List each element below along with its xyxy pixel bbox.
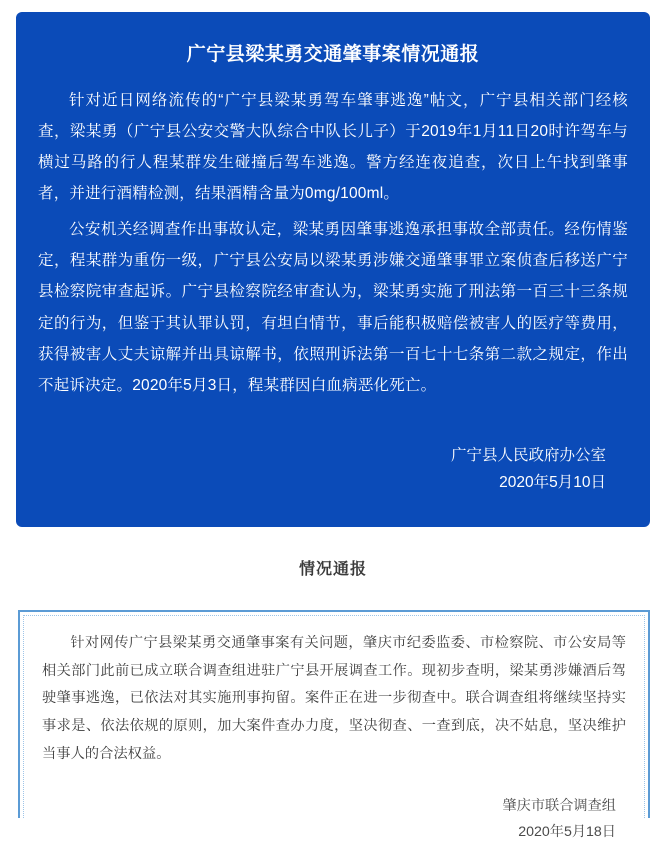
lower-signature-block <box>42 794 626 845</box>
notice-title: 广宁县梁某勇交通肇事案情况通报 <box>186 44 480 65</box>
lower-notice-box <box>18 610 650 840</box>
lower-notice-box-inner <box>23 615 645 840</box>
lower-section-heading: 情况通报 <box>298 561 367 578</box>
lower-signature-date: 2020年5月18日 <box>518 824 616 840</box>
lower-paragraph-1: 针对网传广宁县梁某勇交通肇事案有关问题，肇庆市纪委监委、市检察院、市公安局等相关部门此前已成立联合调查组进驻广宁县开展调查工作。现初步查明，梁某勇涉嫌酒后驾驶肇事逃逸，已依法对其实施刑事拘留。案件正在进一步彻查中。联合调查组将继续坚持实事求是、依法依规的原则，加大案件查办力度，坚决彻查、一查到底，决不姑息，坚决维护当事人的合法权益。 <box>42 635 626 762</box>
notice-paragraph-2: 公安机关经调查作出事故认定，梁某勇因肇事逃逸承担事故全部责任。经伤情鉴定，程某群为重伤一级，广宁县公安局以梁某勇涉嫌交通肇事罪立案侦查后移送广宁县检察院审查起诉。广宁县检察院经审查认为，梁某勇实施了刑法第一百三十三条规定的行为，但鉴于其认罪认罚，有坦白情节，事后能积极赔偿被害人的医疗等费用，获得被害人丈夫谅解并出具谅解书，依照刑诉法第一百七十七条第二款之规定，作出不起诉决定。2020年5月3日，程某群因白血病恶化死亡。 <box>38 220 628 395</box>
notice-paragraph-1: 针对近日网络流传的“广宁县梁某勇驾车肇事逃逸”帖文，广宁县相关部门经核查，梁某勇（广宁县公安交警大队综合中队长儿子）于2019年1月11日20时许驾车与横过马路的行人程某群发生碰撞后驾车逃逸。警方经连夜追查，次日上午找到肇事者，并进行酒精检测，结果酒精含量为0mg/100ml。 <box>38 91 628 203</box>
notice-signature-org: 广宁县人民政府办公室 <box>450 446 606 464</box>
notice-signature-block <box>38 442 628 496</box>
notice-signature-date: 2020年5月10日 <box>499 473 606 491</box>
blue-notice-card <box>16 12 650 527</box>
lower-notice-section <box>0 530 666 840</box>
lower-signature-org: 肇庆市联合调查组 <box>502 798 616 815</box>
